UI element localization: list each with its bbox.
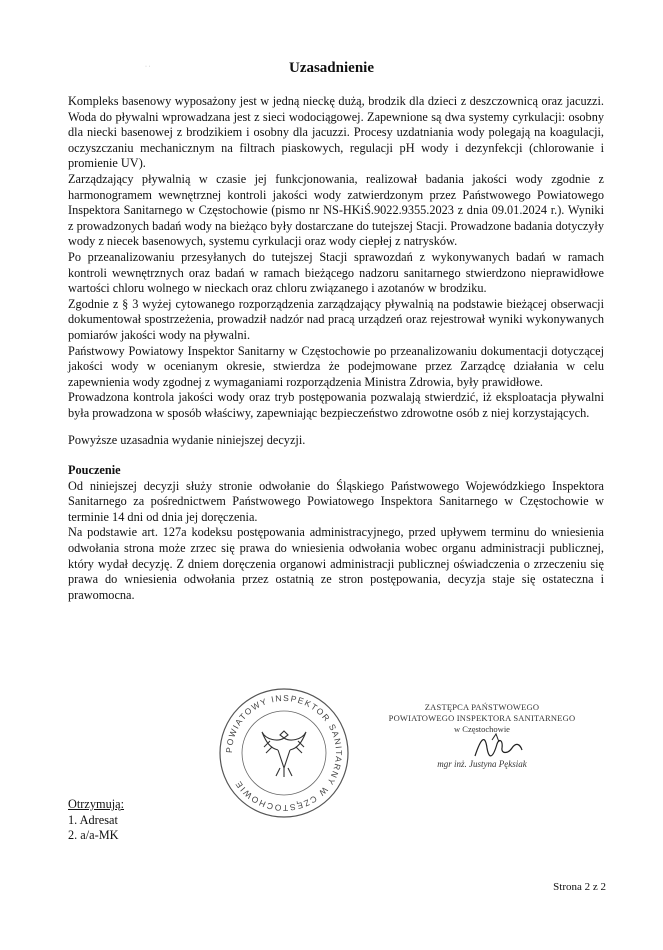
official-round-stamp	[214, 683, 354, 823]
signatory-location: w Częstochowie	[454, 724, 510, 734]
closing-sentence: Powyższe uzasadnia wydanie niniejszej decyzji.	[68, 433, 306, 448]
signatory-name: mgr inż. Justyna Pęksiak	[437, 759, 527, 769]
instruction-paragraph: Od niniejszej decyzji służy stronie odwołanie do Śląskiego Państwowego Wojewódzkiego Inspektora Sanitarnego za pośrednictwem Państwowego Powiatowego Inspektora Sanitarnego w Częstochowie w terminie 14 dni od dnia jej doręczenia.	[68, 478, 604, 524]
recipient-item: 2. a/a-MK	[68, 828, 119, 843]
paragraph: Zarządzający pływalnią w czasie jej funkcjonowania, realizował badania jakości wody zgodnie z harmonogramem wewnętrznej kontroli jakości wody zatwierdzonym przez Państwowego Powiatowego Inspektora Sanitarnego w Częstochowie (pismo nr NS-HKiŚ.9022.9355.2023 z dnia 09.01.2024 r.). Wyniki z prowadzonych badań wody na bieżąco były dostarczane do tutejszej Stacji. Prowadzone badania dotyczyły wody z niecek basenowych, systemu cyrkulacji oraz wody ciepłej z natrysków.	[68, 171, 604, 249]
stamp-circle-text: POWIATOWY INSPEKTOR SANITARNY W CZĘSTOCHOWIE	[223, 692, 345, 814]
recipients-heading: Otrzymują:	[68, 797, 125, 811]
signature-stamp	[382, 702, 582, 770]
signatory-title-line: POWIATOWEGO INSPEKTORA SANITARNEGO	[388, 713, 576, 723]
paragraph: Zgodnie z § 3 wyżej cytowanego rozporządzenia zarządzający pływalnią na podstawie bieżącej obserwacji dokumentował spostrzeżenia, prowadził nadzór nad pracą urządzeń oraz rejestrował wyniki wykonywanych pomiarów jakości wody na pływalni.	[68, 296, 604, 342]
recipient-item: 1. Adresat	[68, 812, 118, 827]
document-body	[68, 94, 604, 603]
paragraph: Prowadzona kontrola jakości wody oraz tryb postępowania pozwalają stwierdzić, iż eksploatacja pływalni była prowadzona w sposób właściwy, zapewniając bezpieczeństwo zdrowotne osób z niej korzystających.	[68, 390, 604, 420]
paragraph: Po przeanalizowaniu przesyłanych do tutejszej Stacji sprawozdań z wykonywanych badań w ramach kontroli wewnętrznych oraz badań w ramach bieżącego nadzoru sanitarnego stwierdzono nieprawidłowe wartości chloru wolnego w nieckach oraz chloru związanego i azotanów w brodziku.	[68, 249, 604, 296]
paragraph: Kompleks basenowy wyposażony jest w jedną nieckę dużą, brodzik dla dzieci z deszczownicą oraz jacuzzi. Woda do pływalni wprowadzana jest z sieci wodociągowej. Zapewnione są dwa systemy cyrkulacji: osobny dla niecki basenowej z brodzikiem i osobny dla jacuzzi. Procesy uzdatniania wody polegają na koagulacji, oczyszczaniu mechanicznym na filtrach piaskowych, regulacji pH wody i dezynfekcji (chlorowanie i promienie UV).	[68, 94, 604, 171]
paragraph: Państwowy Powiatowy Inspektor Sanitarny w Częstochowie po przeanalizowaniu dokumentacji dotyczącej jakości wody w ocenianym okresie, stwierdza że podejmowane przez Zarządcę działania w celu zapewnienia wody zgodnej z wymaganiami rozporządzenia Ministra Zdrowia, były prawidłowe.	[68, 343, 604, 389]
page-number: Strona 2 z 2	[553, 881, 606, 893]
document-title: Uzasadnienie	[288, 60, 374, 76]
instruction-paragraph: Na podstawie art. 127a kodeksu postępowania administracyjnego, przed upływem terminu do wniesienia odwołania strona może zrzec się prawa do wniesienia odwołania wobec organu administracji publicznej, który wydał decyzję. Z dniem doręczenia organowi administracji publicznej oświadczenia o zrzeczeniu się prawa do wniesienia odwołania przez ostatnią ze stron postępowania, decyzja staje się ostateczna i prawomocna.	[68, 525, 604, 602]
signatory-title-line: ZASTĘPCA PAŃSTWOWEGO	[424, 702, 540, 712]
scan-speck: · ·	[145, 64, 151, 70]
instruction-heading: Pouczenie	[68, 463, 121, 478]
eagle-emblem-icon	[262, 731, 306, 777]
recipients-list	[68, 797, 124, 844]
handwritten-signature-icon	[457, 728, 537, 768]
